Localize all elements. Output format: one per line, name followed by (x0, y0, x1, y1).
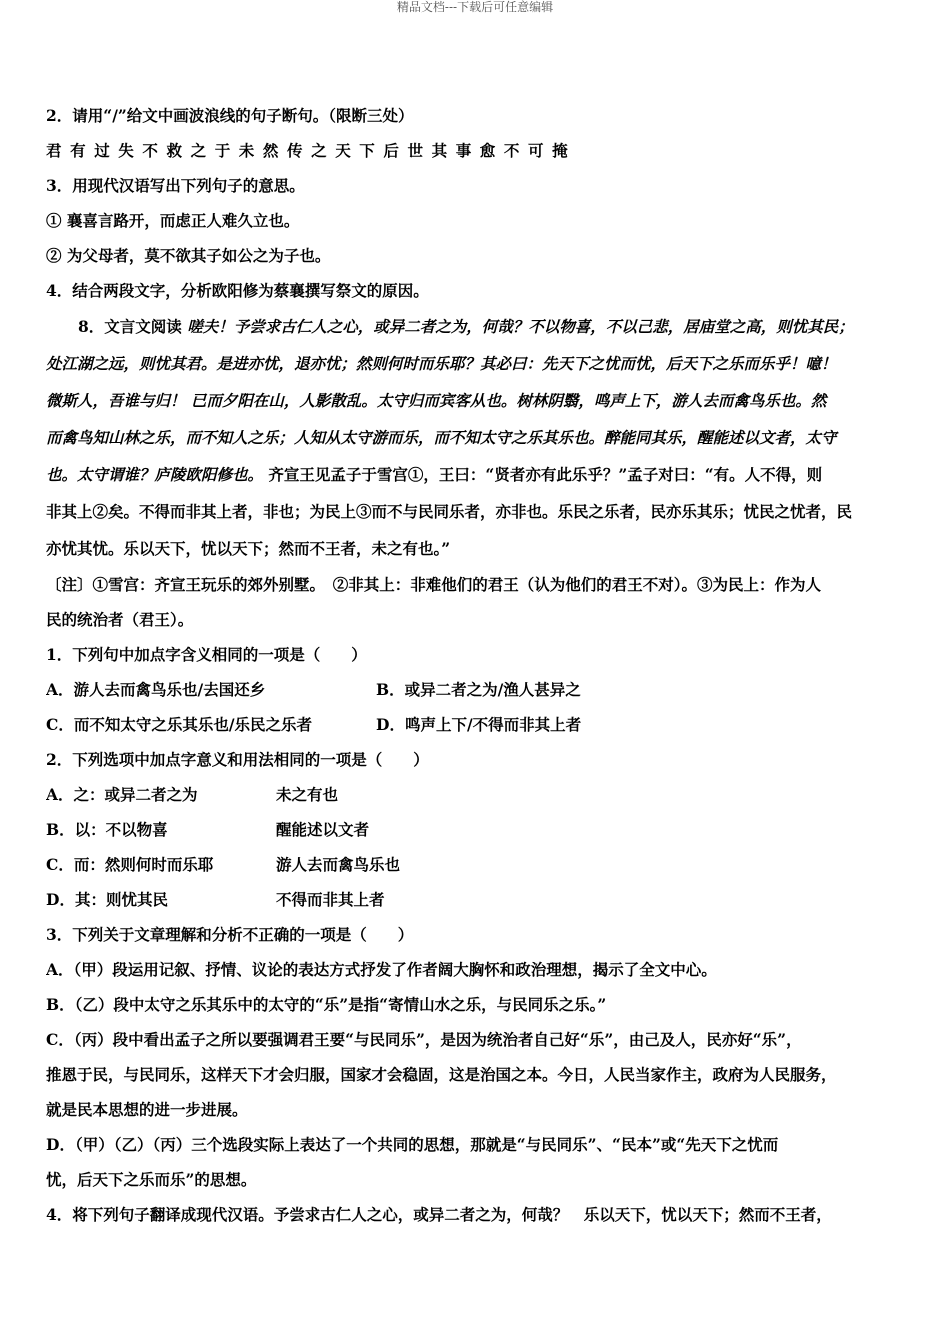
s4-title: 4．将下列句子翻译成现代汉语。予尝求古仁人之心，或异二者之为，何哉？ 乐以天下，忧以天下；然而不王者， (46, 1205, 832, 1224)
passage-line-3: 微斯人，吾谁与归！ 已而夕阳在山，人影散乱。太守归而宾客从也。树林阴翳，鸣声上下，游人去而禽鸟乐也。然 (46, 391, 827, 410)
s2-option-d-left: D．其：则忧其民 (46, 890, 168, 909)
s3-option-c-line-2: 推恩于民，与民同乐，这样天下才会归服，国家才会稳固，这是治国之本。今日，人民当家作主，政府为人民服务， (46, 1065, 837, 1084)
q3-item-1: ① 襄喜言路开，而虑正人难久立也。 (46, 211, 300, 230)
s3-option-b: B．（乙）段中太守之乐其乐中的太守的“乐”是指“寄情山水之乐，与民同乐之乐。” (46, 995, 607, 1014)
s3-option-c-line-3: 就是民本思想的进一步进展。 (46, 1100, 248, 1119)
q3-item-2: ② 为父母者，莫不欲其子如公之为子也。 (46, 246, 331, 265)
s2-title: 2．下列选项中加点字意义和用法相同的一项是（ ） (46, 750, 429, 769)
s1-title: 1．下列句中加点字含义相同的一项是（ ） (46, 645, 367, 664)
passage-line-1 (46, 308, 910, 345)
s3-title: 3．下列关于文章理解和分析不正确的一项是（ ） (46, 925, 414, 944)
passage-line-4: 而禽鸟知山林之乐，而不知人之乐；人知从太守游而乐，而不知太守之乐其乐也。醉能同其乐，醒能述以文者，太守 (46, 428, 837, 447)
s2-option-c-left: C．而：然则何时而乐耶 (46, 855, 214, 874)
passage-text: 嗟夫！予尝求古仁人之心，或异二者之为，何哉？不以物喜，不以己悲，居庙堂之高，则忧其民； (187, 317, 854, 336)
passage-line-5 (46, 456, 910, 493)
s2-option-a (46, 777, 910, 812)
note-line-1: 〔注〕①雪宫：齐宣王玩乐的郊外别墅。 ②非其上：非难他们的君王（认为他们的君王不对）。③为民上：作为人 (46, 575, 822, 594)
passage-text: 齐宣王见孟子于雪宫①，王曰：“贤者亦有此乐乎？”孟子对曰：“有。人不得，则 (263, 465, 823, 484)
s3-option-a: A．（甲）段运用记叙、抒情、议论的表达方式抒发了作者阔大胸怀和政治理想，揭示了全文中心。 (46, 960, 717, 979)
note-line-2: 民的统治者（君王）。 (46, 610, 194, 629)
s3-option-c-line-1: C．（丙）段中看出孟子之所以要强调君王要“与民同乐”，是因为统治者自己好“乐”，由己及人，民亦好“乐”， (46, 1030, 802, 1049)
s2-option-a-left: A．之：或异二者之为 (46, 785, 198, 804)
document-body (46, 98, 910, 1232)
s1-options-ab (46, 672, 910, 707)
s2-option-c-right: 游人去而禽鸟乐也 (276, 855, 401, 874)
q4-title: 4．结合两段文字，分析欧阳修为蔡襄撰写祭文的原因。 (46, 281, 429, 300)
q2-text: 君有过失不救之于未然传之天下后世其事愈不可掩 (46, 141, 577, 160)
page-header: 精品文档---下载后可任意编辑 (396, 0, 554, 14)
q3-title: 3．用现代汉语写出下列句子的意思。 (46, 176, 305, 195)
s2-option-d (46, 882, 910, 917)
s3-option-d-line-2: 忧，后天下之乐而乐”的思想。 (46, 1170, 257, 1189)
s2-option-c (46, 847, 910, 882)
s1-option-a: A．游人去而禽鸟乐也/去国还乡 (46, 680, 266, 699)
s1-option-d: D．鸣声上下/不得而非其上者 (376, 715, 582, 734)
passage-text: 也。太守谓谁？庐陵欧阳修也。 (46, 465, 264, 484)
passage-line-2: 处江湖之远，则忧其君。是进亦忧，退亦忧；然则何时而乐耶？其必曰：先天下之忧而忧，后天下之乐而乐乎！噫！ (46, 354, 837, 373)
s3-option-d-line-1: D．（甲）（乙）（丙）三个选段实际上表达了一个共同的思想，那就是“与民同乐”、“民本”或“先天下之忧而 (46, 1135, 779, 1154)
s2-option-b-left: B．以：不以物喜 (46, 820, 168, 839)
passage-line-7: 亦忧其忧。乐以天下，忧以天下；然而不王者，未之有也。” (46, 539, 451, 558)
s2-option-b-right: 醒能述以文者 (276, 820, 370, 839)
s2-option-a-right: 未之有也 (276, 785, 339, 804)
s1-option-c: C．而不知太守之乐其乐也/乐民之乐者 (46, 715, 312, 734)
s1-option-b: B．或异二者之为/渔人甚异之 (376, 680, 581, 699)
q2-title: 2．请用“/”给文中画波浪线的句子断句。（限断三处） (46, 106, 414, 125)
passage-line-6: 非其上②矣。不得而非其上者，非也；为民上③而不与民同乐者，亦非也。乐民之乐者，民亦乐其乐；忧民之忧者，民 (46, 502, 853, 521)
s2-option-b (46, 812, 910, 847)
passage-heading: 8．文言文阅读 (78, 317, 188, 336)
s1-options-cd (46, 707, 910, 742)
s2-option-d-right: 不得而非其上者 (276, 890, 385, 909)
